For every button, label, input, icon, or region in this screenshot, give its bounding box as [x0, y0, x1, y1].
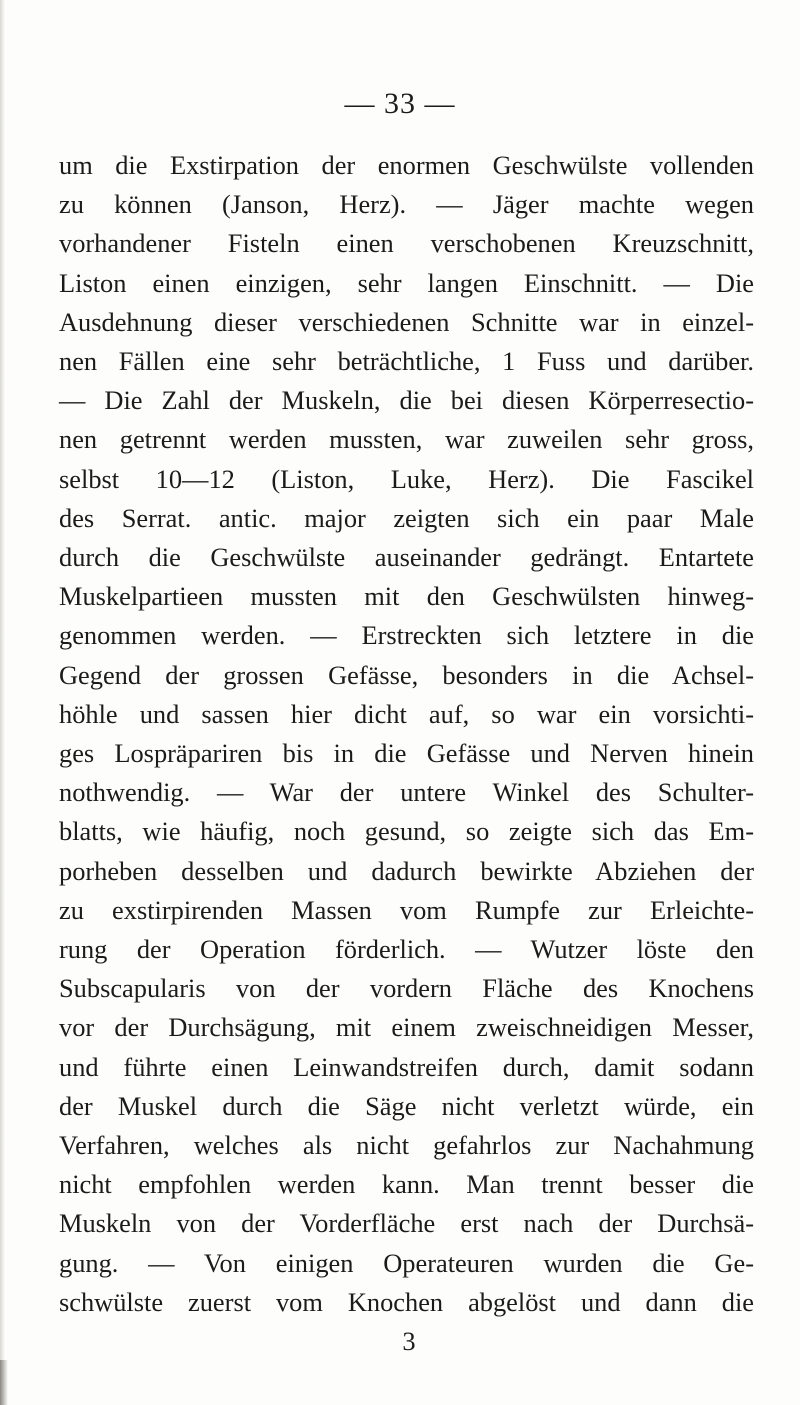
text-line: vorhandener Fisteln einen verschobenen Kreuzschnitt, — [59, 228, 754, 259]
text-line: zu können (Janson, Herz). — Jäger machte wegen — [59, 189, 754, 220]
text-line: zu exstirpirenden Massen vom Rumpfe zur Erleichte- — [59, 894, 754, 925]
page-number-header: — 33 — — [344, 87, 456, 120]
text-line: selbst 10—12 (Liston, Luke, Herz). Die Fascikel — [59, 463, 754, 494]
text-line: Ausdehnung dieser verschiedenen Schnitte war in einzel- — [59, 306, 754, 337]
text-line: nicht empfohlen werden kann. Man trennt besser die — [59, 1169, 754, 1200]
text-line: des Serrat. antic. major zeigten sich ein paar Male — [59, 502, 754, 533]
text-line: — Die Zahl der Muskeln, die bei diesen Körperresectio- — [59, 385, 754, 416]
text-line: rung der Operation förderlich. — Wutzer löste den — [59, 934, 754, 965]
text-line: porheben desselben und dadurch bewirkte Abziehen der — [59, 855, 754, 886]
text-line: Verfahren, welches als nicht gefahrlos zur Nachahmung — [59, 1130, 754, 1161]
text-line: gung. — Von einigen Operateuren wurden die Ge- — [59, 1247, 754, 1278]
signature-mark: 3 — [402, 1326, 416, 1357]
text-line: nen Fällen eine sehr beträchtliche, 1 Fuss und darüber. — [59, 346, 754, 377]
text-line: Subscapularis von der vordern Fläche des Knochens — [59, 973, 754, 1004]
text-line: Muskelpartieen mussten mit den Geschwülsten hinweg- — [59, 581, 754, 612]
text-line: Liston einen einzigen, sehr langen Einschnitt. — Die — [59, 267, 754, 298]
text-line: genommen werden. — Erstreckten sich letztere in die — [59, 620, 754, 651]
body-text — [59, 146, 754, 1361]
text-line: vor der Durchsägung, mit einem zweischneidigen Messer, — [59, 1012, 754, 1043]
text-line: und führte einen Leinwandstreifen durch, damit sodann — [59, 1051, 754, 1082]
text-line: der Muskel durch die Säge nicht verletzt würde, ein — [59, 1090, 754, 1121]
text-line: blatts, wie häufig, noch gesund, so zeigte sich das Em- — [59, 816, 754, 847]
text-line: ges Lospräpariren bis in die Gefässe und Nerven hinein — [59, 738, 754, 769]
page-gutter-shadow — [0, 0, 5, 1405]
text-line: nen getrennt werden mussten, war zuweilen sehr gross, — [59, 424, 754, 455]
text-line: nothwendig. — War der untere Winkel des Schulter- — [59, 777, 754, 808]
text-line: höhle und sassen hier dicht auf, so war ein vorsichti- — [59, 698, 754, 729]
text-line: Gegend der grossen Gefässe, besonders in die Achsel- — [59, 659, 754, 690]
text-line: durch die Geschwülste auseinander gedrängt. Entartete — [59, 542, 754, 573]
text-line: schwülste zuerst vom Knochen abgelöst und dann die — [59, 1286, 754, 1317]
text-line: Muskeln von der Vorderfläche erst nach der Durchsä- — [59, 1208, 754, 1239]
page-edge-mark — [0, 1360, 8, 1405]
text-line: um die Exstirpation der enormen Geschwülste vollenden — [59, 150, 754, 180]
